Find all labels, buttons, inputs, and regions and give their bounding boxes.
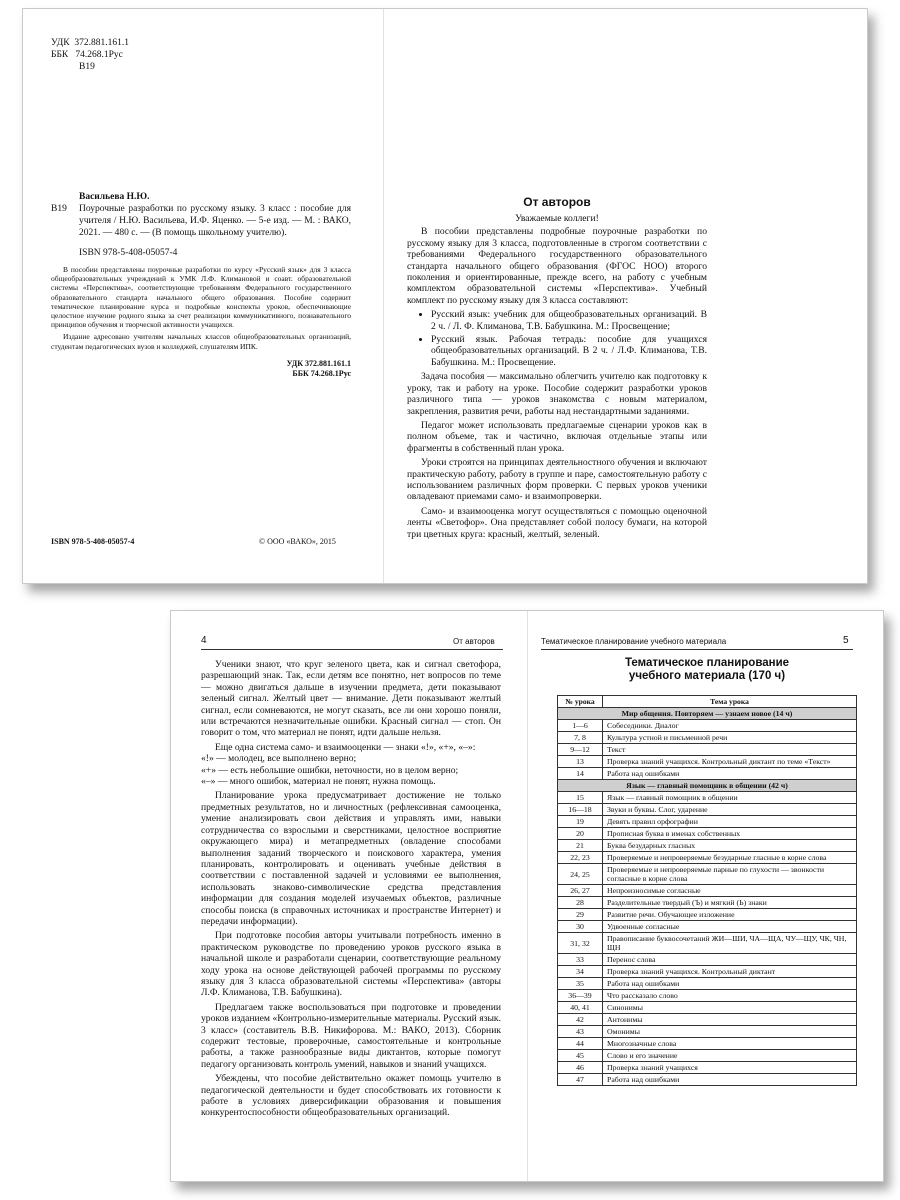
lesson-number: 20 — [558, 828, 603, 840]
lesson-number: 43 — [558, 1026, 603, 1038]
lesson-number: 9—12 — [558, 744, 603, 756]
bib-isbn: ISBN 978-5-408-05057-4 — [79, 248, 178, 258]
lesson-topic: Непроизносимые согласные — [603, 885, 857, 897]
lesson-topic: Собеседники. Диалог — [603, 720, 857, 732]
col-header-topic: Тема урока — [603, 696, 857, 708]
lesson-topic: Многозначные слова — [603, 1038, 857, 1050]
plan-table — [557, 695, 857, 1086]
cls-bbk: ББК 74.268.1Рус — [292, 368, 351, 378]
abstract-paragraph: В пособии представлены поурочные разработки по курсу «Русский язык» для 3 класса общеобразовательных учреждений к УМК Л.Ф. Климановой и соавт. образовательной системы «Перспектива», соответствующие требованиям Федерального государственного образовательного стандарта начального общего образования. Пособие содержит тематическое планирование курса и подробные конспекты уроков, обеспечивающие целостное изучение родного языка за счет реализации коммуникативного, познавательного принципов обучения и творческой активности учащихся. — [51, 265, 351, 330]
col-header-lesson-number: № урока — [558, 696, 603, 708]
body-paragraph: Ученики знают, что круг зеленого цвета, как и сигнал светофора, разрешающий знак. Так, если детям все понятно, нет вопросов по теме — можно двигаться дальше в изучении предмета, дети показывают зеленый сигнал. Желтый цвет — внимание. Дети показывают желтый сигнал, если сомневаются, не могут сказать, все ли они хорошо поняли, или встречаются незначительные ошибки. Красный сигнал — стоп. Он говорит о том, что материал не понят, идти дальше нельзя. — [201, 659, 501, 739]
table-row — [558, 816, 857, 828]
table-row — [558, 852, 857, 864]
table-row — [558, 744, 857, 756]
lesson-topic: Удвоенные согласные — [603, 921, 857, 933]
lesson-topic: Работа над ошибками — [603, 978, 857, 990]
sign-line: «+» — есть небольшие ошибки, неточности, но в целом верно; — [201, 764, 459, 776]
footer-isbn: ISBN 978-5-408-05057-4 — [51, 537, 135, 546]
lesson-number: 22, 23 — [558, 852, 603, 864]
body-paragraph: Еще одна система само- и взаимооценки — знаки «!», «+», «–»: — [215, 741, 476, 753]
lesson-topic: Текст — [603, 744, 857, 756]
lesson-number: 19 — [558, 816, 603, 828]
preface-paragraph: Уроки строятся на принципах деятельностного обучения и включают практическую работу, работу в группе и паре, самостоятельную работу с использованием различных форм проверки. С первых уроков ученики овладевают приемами само- и взаимопроверки. — [407, 457, 707, 503]
section-row — [558, 708, 857, 720]
section-title: Язык — главный помощник в общении (42 ч) — [558, 780, 857, 792]
preface-body — [407, 213, 707, 543]
section-row — [558, 780, 857, 792]
lesson-number: 24, 25 — [558, 864, 603, 885]
table-row — [558, 909, 857, 921]
lesson-topic: Культура устной и письменной речи — [603, 732, 857, 744]
table-row — [558, 792, 857, 804]
cls-udk: УДК 372.881.161.1 — [286, 358, 351, 368]
bib-code: В19 — [51, 204, 67, 214]
page-number: 4 — [201, 635, 207, 646]
author-sign: В19 — [79, 62, 95, 72]
plan-table-body — [558, 708, 857, 1086]
plan-title-line: учебного материала (170 ч) — [628, 670, 786, 682]
lesson-number: 46 — [558, 1062, 603, 1074]
lesson-number: 44 — [558, 1038, 603, 1050]
udk-label: УДК — [51, 38, 70, 48]
preface-paragraph: В пособии представлены подробные поурочные разработки по русскому языку для 3 класса, подготовленные в строгом соответствии с требованиями Федерального государственного образовательного стандарта начального общего образования (ФГОС НОО) второго поколения и ориентированные, прежде всего, на работу с учебным комплектом образовательной системы «Перспектива». Учебный комплект по русскому языку для 3 класса составляют: — [407, 226, 707, 306]
lesson-number: 16—18 — [558, 804, 603, 816]
sign-line: «–» — много ошибок, материал не понят, нужна помощь. — [201, 776, 436, 788]
top-spread — [22, 8, 868, 584]
lesson-topic: Девять правил орфографии — [603, 816, 857, 828]
lesson-topic: Развитие речи. Обучающее изложение — [603, 909, 857, 921]
table-row — [558, 933, 857, 954]
lesson-topic: Синонимы — [603, 1002, 857, 1014]
table-row — [558, 1038, 857, 1050]
table-row — [558, 978, 857, 990]
list-item: • Русский язык: учебник для общеобразовательных организаций. В 2 ч. / Л. Ф. Климанова, Т.В. Бабушкина. М.: Просвещение; — [431, 309, 707, 332]
running-head: Тематическое планирование учебного материала — [541, 637, 727, 646]
greeting: Уважаемые коллеги! — [515, 213, 599, 224]
lesson-topic: Работа над ошибками — [603, 1074, 857, 1086]
footer-copyright: © ООО «ВАКО», 2015 — [259, 537, 336, 546]
list-item: • Русский язык. Рабочая тетрадь: пособие для учащихся общеобразовательных организаций. В 2 ч. / Л.Ф. Климанова, Т.В. Бабушкина. М.: Просвещение. — [431, 334, 707, 368]
lesson-number: 36—39 — [558, 990, 603, 1002]
page-5 — [171, 611, 883, 1181]
body-paragraph: Планирование урока предусматривает достижение не только предметных результатов, но и личностных (рефлексивная самооценка, умение анализировать свои действия и управлять ими, навыки сотрудничества со взрослыми и сверстниками, целостное восприятие окружающего мира) и метапредметных (овладение способами выполнения заданий творческого и поискового характера, умения планировать, контролировать и оценивать учебные действия в соответствии с поставленной задачей и условиями ее выполнения, использовать знаково-символические средства представления информации для создания моделей изучаемых объектов, различные способы поиска (в справочных источниках и пространстве Интернет) и передачи информации). — [201, 790, 501, 927]
lesson-topic: Проверяемые и непроверяемые парные по глухости — звонкости согласные в корне слова — [603, 864, 857, 885]
lesson-number: 13 — [558, 756, 603, 768]
audience-paragraph: Издание адресовано учителям начальных классов общеобразовательных организаций, студентам педагогических вузов и колледжей, слушателям ИПК. — [51, 332, 351, 351]
table-row — [558, 1074, 857, 1086]
lesson-topic: Проверяемые и непроверяемые безударные гласные в корне слова — [603, 852, 857, 864]
udk-value: 372.881.161.1 — [74, 38, 129, 48]
table-row — [558, 1026, 857, 1038]
table-row — [558, 1002, 857, 1014]
section-title: Мир общения. Повторяем — узнаем новое (14 ч) — [558, 708, 857, 720]
lesson-number: 29 — [558, 909, 603, 921]
lesson-number: 31, 32 — [558, 933, 603, 954]
lesson-number: 47 — [558, 1074, 603, 1086]
lesson-number: 26, 27 — [558, 885, 603, 897]
lesson-topic: Прописная буква в именах собственных — [603, 828, 857, 840]
table-row — [558, 921, 857, 933]
bib-description: Поурочные разработки по русскому языку. 3 класс : пособие для учителя / Н.Ю. Васильева, И.Ф. Яценко. — 5-е изд. — М. : ВАКО, 2021. — 480 с. — (В помощь школьному учителю). — [79, 204, 351, 238]
running-head: От авторов — [453, 637, 495, 646]
table-row — [558, 885, 857, 897]
lesson-topic: Язык — главный помощник в общении — [603, 792, 857, 804]
preface-page — [23, 9, 867, 583]
lesson-topic: Проверка знаний учащихся — [603, 1062, 857, 1074]
bbk-label: ББК — [51, 50, 69, 60]
table-row — [558, 828, 857, 840]
lesson-number: 7, 8 — [558, 732, 603, 744]
preface-paragraph: Само- и взаимооценка могут осуществляться с помощью оценочной ленты «Светофор». Она представляет собой полосу бумаги, на которой три цветных круга: красный, желтый, зеленый. — [407, 505, 707, 540]
preface-title: От авторов — [523, 195, 591, 209]
bottom-spread — [170, 610, 884, 1182]
table-row — [558, 840, 857, 852]
lesson-number: 35 — [558, 978, 603, 990]
table-row — [558, 720, 857, 732]
lesson-number: 1—6 — [558, 720, 603, 732]
lesson-number: 21 — [558, 840, 603, 852]
lesson-topic: Работа над ошибками — [603, 768, 857, 780]
lesson-number: 33 — [558, 954, 603, 966]
lesson-topic: Что рассказало слово — [603, 990, 857, 1002]
header-rule — [541, 649, 853, 650]
lesson-topic: Звуки и буквы. Слог, ударение — [603, 804, 857, 816]
table-row — [558, 966, 857, 978]
lesson-topic: Проверка знаний учащихся. Контрольный диктант — [603, 966, 857, 978]
table-row — [558, 1050, 857, 1062]
table-row — [558, 804, 857, 816]
lesson-number: 28 — [558, 897, 603, 909]
lesson-topic: Проверка знаний учащихся. Контрольный диктант по теме «Текст» — [603, 756, 857, 768]
lesson-number: 45 — [558, 1050, 603, 1062]
body-paragraph: При подготовке пособия авторы учитывали потребность именно в практическом руководстве по проведению уроков русского языка в начальной школе и разработали сценарии, соответствующие реальному ходу урока на основе действующей рабочей программы по русскому языку для 3 класса образовательной системы «Перспектива» (авторы Л.Ф. Климанова, Т.В. Бабушкина). — [201, 930, 501, 999]
plan-title-line: Тематическое планирование — [624, 657, 790, 669]
lesson-topic: Правописание буквосочетаний ЖИ—ШИ, ЧА—ЩА, ЧУ—ЩУ, ЧК, ЧН, ЩН — [603, 933, 857, 954]
page-number: 5 — [843, 635, 849, 646]
lesson-number: 40, 41 — [558, 1002, 603, 1014]
table-row — [558, 897, 857, 909]
lesson-topic: Перенос слова — [603, 954, 857, 966]
table-row — [558, 1014, 857, 1026]
table-row — [558, 990, 857, 1002]
lesson-topic: Слово и его значение — [603, 1050, 857, 1062]
table-row — [558, 756, 857, 768]
lesson-number: 30 — [558, 921, 603, 933]
textbook-list — [407, 309, 707, 368]
sign-line: «!» — молодец, все выполнено верно; — [201, 753, 357, 765]
lesson-number: 42 — [558, 1014, 603, 1026]
body-paragraph: Предлагаем также воспользоваться при подготовке и проведении уроков изданием «Контрольно-измерительные материалы. Русский язык. 3 класс» (составитель В.В. Никифорова. М.: ВАКО, 2013). Сборник содержит тестовые, проверочные, самостоятельные и контрольные работы, а также разнообразные виды диктантов, которые помогут педагогу организовать контроль умений, навыков и знаний учащихся. — [201, 1001, 501, 1070]
table-header-row — [558, 696, 857, 708]
preface-paragraph: Задача пособия — максимально облегчить учителю как подготовку к уроку, так и работу на уроке. Пособие содержит разработки уроков различного типа — уроков знакомства с новым материалом, закрепления, развития речи, работы над нестандартными заданиями. — [407, 371, 707, 417]
plan-title — [559, 657, 855, 683]
lesson-number: 15 — [558, 792, 603, 804]
lesson-topic: Антонимы — [603, 1014, 857, 1026]
table-row — [558, 864, 857, 885]
table-row — [558, 954, 857, 966]
bbk-value: 74.268.1Рус — [75, 50, 123, 60]
lesson-number: 34 — [558, 966, 603, 978]
lesson-topic: Буква безударных гласных — [603, 840, 857, 852]
lesson-number: 14 — [558, 768, 603, 780]
bib-author: Васильева Н.Ю. — [79, 192, 150, 202]
table-row — [558, 1062, 857, 1074]
table-row — [558, 732, 857, 744]
lesson-topic: Разделительные твердый (Ъ) и мягкий (Ь) знаки — [603, 897, 857, 909]
preface-paragraph: Педагог может использовать предлагаемые сценарии уроков как в полном объеме, так и частично, включая отдельные этапы или фрагменты в собственный план урока. — [407, 419, 707, 454]
table-row — [558, 768, 857, 780]
body-paragraph: Убеждены, что пособие действительно окажет помощь учителю в педагогической деятельности и будет способствовать их готовности к работе в условиях диверсификации образования и повышения конкурентоспособности общеобразовательных организаций. — [201, 1073, 501, 1119]
lesson-topic: Омонимы — [603, 1026, 857, 1038]
